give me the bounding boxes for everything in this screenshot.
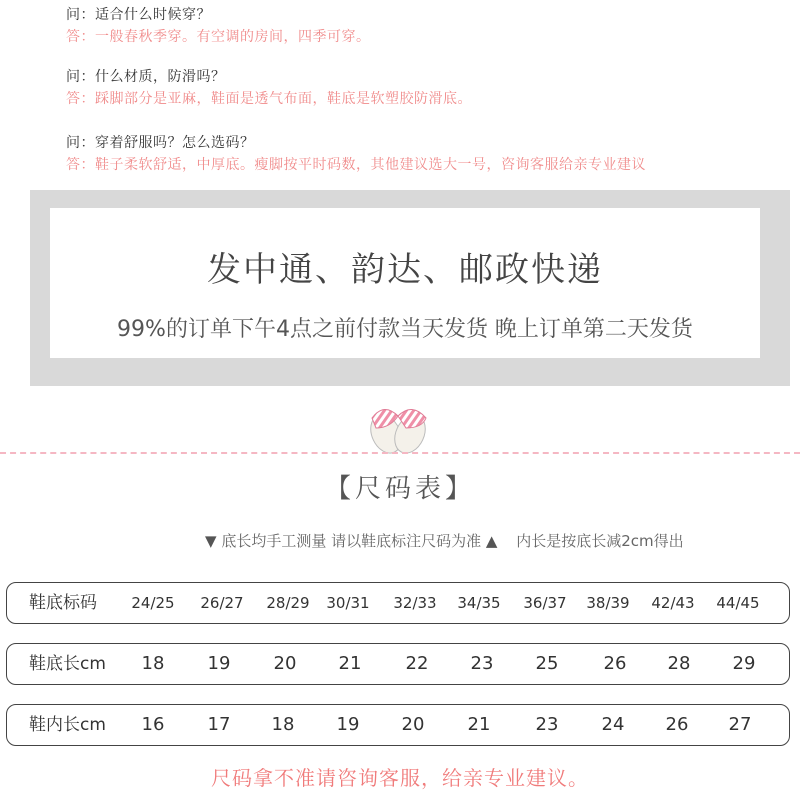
size-cell: 19 <box>207 653 231 674</box>
divider <box>0 452 800 454</box>
faq-answer: 答：鞋子柔软舒适，中厚底。瘦脚按平时码数，其他建议选大一号，咨询客服给亲专业建议 <box>66 157 646 173</box>
shipping-panel <box>30 190 790 386</box>
faq-question: 问：什么材质，防滑吗？ <box>66 69 226 85</box>
size-cell: 29 <box>732 653 756 674</box>
size-cell: 28/29 <box>266 594 310 612</box>
faq-item <box>66 4 371 48</box>
down-triangle-icon: ▼ <box>205 532 217 550</box>
size-cell: 24 <box>601 714 625 735</box>
row-label: 鞋内长cm <box>29 715 106 735</box>
faq-question: 问：穿着舒服吗？怎么选码？ <box>66 135 255 151</box>
size-cell: 26 <box>665 714 689 735</box>
shipping-card <box>50 208 760 358</box>
size-cell: 26/27 <box>200 594 244 612</box>
note-left: 底长均手工测量 请以鞋底标注尺码为准 <box>221 532 482 550</box>
size-cell: 25 <box>535 653 559 674</box>
size-cell: 18 <box>271 714 295 735</box>
row-label: 鞋底长cm <box>29 654 106 674</box>
size-cell: 44/45 <box>716 594 760 612</box>
size-cell: 34/35 <box>457 594 501 612</box>
size-row-sole-mark <box>6 582 790 624</box>
faq-item <box>66 132 646 176</box>
size-cell: 42/43 <box>651 594 695 612</box>
row-label: 鞋底标码 <box>29 593 97 613</box>
size-row-inner-length <box>6 704 790 746</box>
size-cell: 24/25 <box>131 594 175 612</box>
faq-answer: 答：踩脚部分是亚麻，鞋面是透气布面，鞋底是软塑胶防滑底。 <box>66 91 472 107</box>
up-triangle-icon: ▲ <box>485 532 498 550</box>
size-cell: 27 <box>728 714 752 735</box>
size-cell: 36/37 <box>523 594 567 612</box>
slipper-icon <box>362 398 436 456</box>
note-right: 内长是按底长减2cm得出 <box>516 532 684 550</box>
size-cell: 26 <box>603 653 627 674</box>
size-cell: 28 <box>667 653 691 674</box>
size-cell: 32/33 <box>393 594 437 612</box>
faq-answer: 答：一般春秋季穿。有空调的房间，四季可穿。 <box>66 29 371 45</box>
size-cell: 16 <box>141 714 165 735</box>
size-cell: 21 <box>338 653 362 674</box>
size-cell: 23 <box>535 714 559 735</box>
size-cell: 20 <box>273 653 297 674</box>
size-row-sole-length <box>6 643 790 685</box>
size-cell: 22 <box>405 653 429 674</box>
faq-item <box>66 66 472 110</box>
faq-question: 问：适合什么时候穿？ <box>66 7 211 23</box>
shipping-subtitle: 99%的订单下午4点之前付款当天发货 晚上订单第二天发货 <box>117 317 693 342</box>
size-cell: 18 <box>141 653 165 674</box>
size-advice-note: 尺码拿不准请咨询客服，给亲专业建议。 <box>211 766 589 790</box>
size-cell: 19 <box>336 714 360 735</box>
size-cell: 23 <box>470 653 494 674</box>
shipping-title: 发中通、韵达、邮政快递 <box>207 250 603 290</box>
size-cell: 20 <box>401 714 425 735</box>
size-chart-heading: 【尺码表】 <box>324 474 475 504</box>
size-cell: 17 <box>207 714 231 735</box>
size-cell: 30/31 <box>326 594 370 612</box>
size-cell: 38/39 <box>586 594 630 612</box>
size-chart-note <box>205 530 684 551</box>
size-cell: 21 <box>467 714 491 735</box>
